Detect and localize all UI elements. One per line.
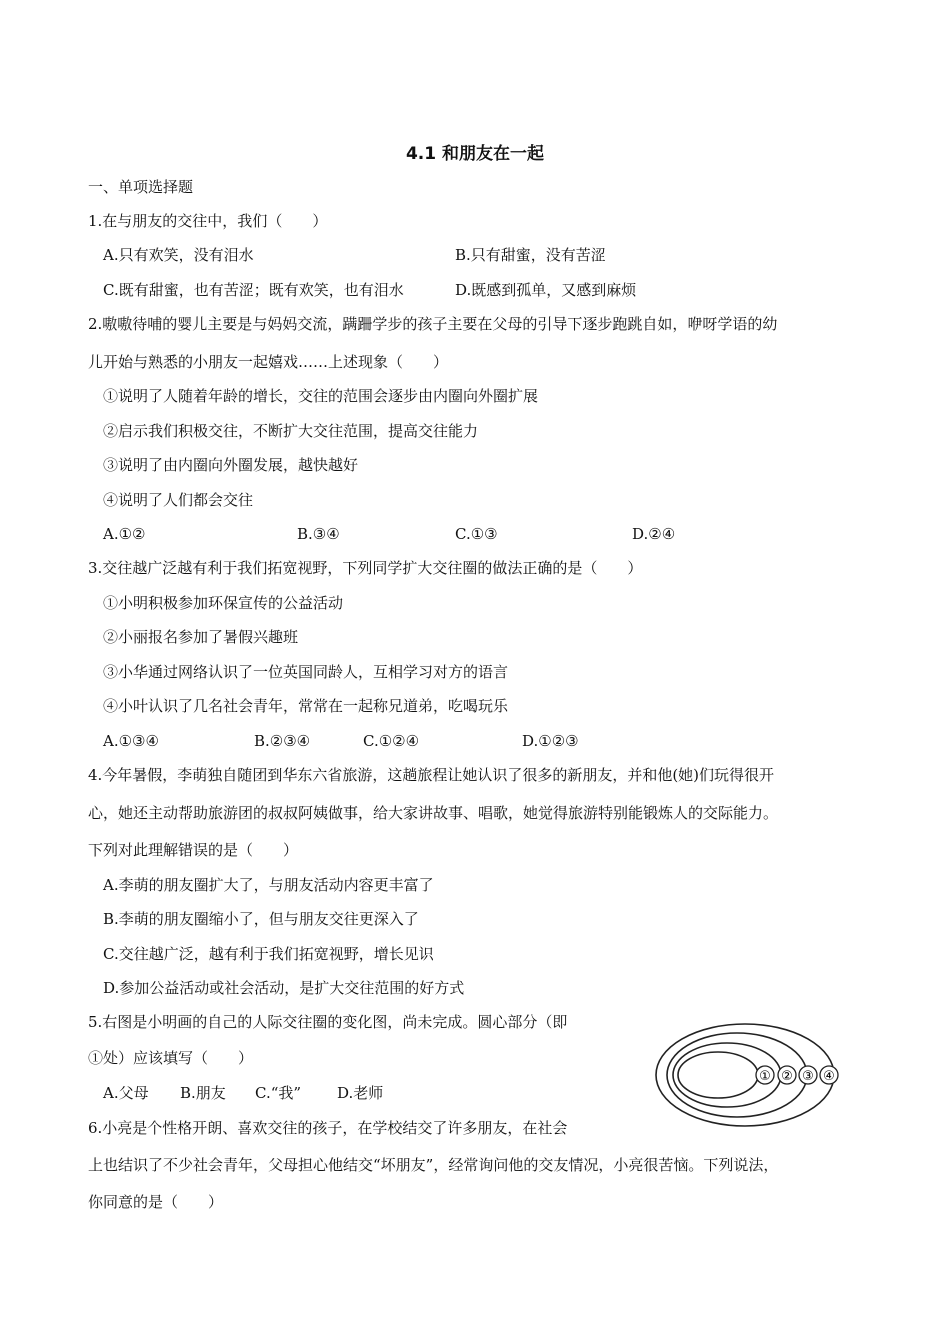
q1-option-c: C.既有甜蜜，也有苦涩；既有欢笑，也有泪水: [103, 281, 404, 299]
q3-option-b: B.②③④: [254, 732, 311, 750]
q2-statement-2: ②启示我们积极交往，不断扩大交往范围，提高交往能力: [103, 422, 479, 440]
page-title: 4.1 和朋友在一起: [405, 144, 545, 164]
q5-option-b: B.朋友: [180, 1084, 226, 1102]
q1-option-d: D.既感到孤单，又感到麻烦: [455, 281, 637, 299]
social-circle-diagram: [648, 1020, 848, 1130]
q3-option-c: C.①②④: [363, 732, 420, 750]
circle-label-2: ②: [781, 1069, 793, 1084]
q5-option-c: C.“我”: [255, 1084, 302, 1102]
q6-stem-line1: 6.小亮是个性格开朗、喜欢交往的孩子，在学校结交了许多朋友，在社会: [88, 1119, 568, 1137]
q3-statement-1: ①小明积极参加环保宣传的公益活动: [103, 594, 344, 612]
q3-statement-2: ②小丽报名参加了暑假兴趣班: [103, 628, 299, 646]
circle-label-4: ④: [823, 1069, 835, 1084]
q1-stem: 1.在与朋友的交往中，我们（ ）: [88, 212, 328, 230]
circle-label-3: ③: [802, 1069, 814, 1084]
q2-stem-line2: 儿开始与熟悉的小朋友一起嬉戏……上述现象（ ）: [88, 353, 449, 371]
q2-option-b: B.③④: [297, 525, 340, 543]
q3-option-d: D.①②③: [522, 732, 579, 750]
q3-statement-4: ④小叶认识了几名社会青年，常常在一起称兄道弟，吃喝玩乐: [103, 697, 509, 715]
q4-option-b: B.李萌的朋友圈缩小了，但与朋友交往更深入了: [103, 910, 419, 928]
q4-stem-line2: 心，她还主动帮助旅游团的叔叔阿姨做事，给大家讲故事、唱歌，她觉得旅游特别能锻炼人的交际能力。: [88, 804, 779, 822]
q3-statement-3: ③小华通过网络认识了一位英国同龄人，互相学习对方的语言: [103, 663, 509, 681]
q3-stem: 3.交往越广泛越有利于我们拓宽视野，下列同学扩大交往圈的做法正确的是（ ）: [88, 559, 643, 577]
q2-option-d: D.②④: [632, 525, 676, 543]
section-heading: 一、单项选择题: [88, 178, 194, 196]
q5-stem-line1: 5.右图是小明画的自己的人际交往圈的变化图，尚未完成。圆心部分（即: [88, 1013, 568, 1031]
q3-option-a: A.①③④: [103, 732, 159, 750]
q6-stem-line3: 你同意的是（ ）: [88, 1193, 224, 1211]
q5-option-d: D.老师: [337, 1084, 384, 1102]
circle-label-1: ①: [759, 1069, 771, 1084]
q6-stem-line2: 上也结识了不少社会青年，父母担心他结交“坏朋友”，经常询问他的交友情况，小亮很苦恼。下列说法，: [88, 1156, 779, 1174]
q2-statement-4: ④说明了人们都会交往: [103, 491, 254, 509]
q4-stem-line1: 4.今年暑假，李萌独自随团到华东六省旅游，这趟旅程让她认识了很多的新朋友，并和他(她)们玩得很开: [88, 766, 775, 784]
q2-statement-1: ①说明了人随着年龄的增长，交往的范围会逐步由内圈向外圈扩展: [103, 387, 539, 405]
q2-option-c: C.①③: [455, 525, 498, 543]
q4-option-a: A.李萌的朋友圈扩大了，与朋友活动内容更丰富了: [103, 876, 434, 894]
q5-option-a: A.父母: [103, 1084, 149, 1102]
q2-stem-line1: 2.嗷嗷待哺的婴儿主要是与妈妈交流，蹒跚学步的孩子主要在父母的引导下逐步跑跳自如，咿呀学语的幼: [88, 315, 778, 333]
q4-option-d: D.参加公益活动或社会活动，是扩大交往范围的好方式: [103, 979, 465, 997]
q5-stem-line2: ①处）应该填写（ ）: [88, 1049, 254, 1067]
q1-option-a: A.只有欢笑，没有泪水: [103, 246, 254, 264]
q4-stem-line3: 下列对此理解错误的是（ ）: [88, 841, 299, 859]
q2-option-a: A.①②: [103, 525, 146, 543]
q1-option-b: B.只有甜蜜，没有苦涩: [455, 246, 606, 264]
q4-option-c: C.交往越广泛，越有利于我们拓宽视野，增长见识: [103, 945, 434, 963]
inner-ring-1: [678, 1052, 758, 1098]
q2-statement-3: ③说明了由内圈向外圈发展，越快越好: [103, 456, 359, 474]
